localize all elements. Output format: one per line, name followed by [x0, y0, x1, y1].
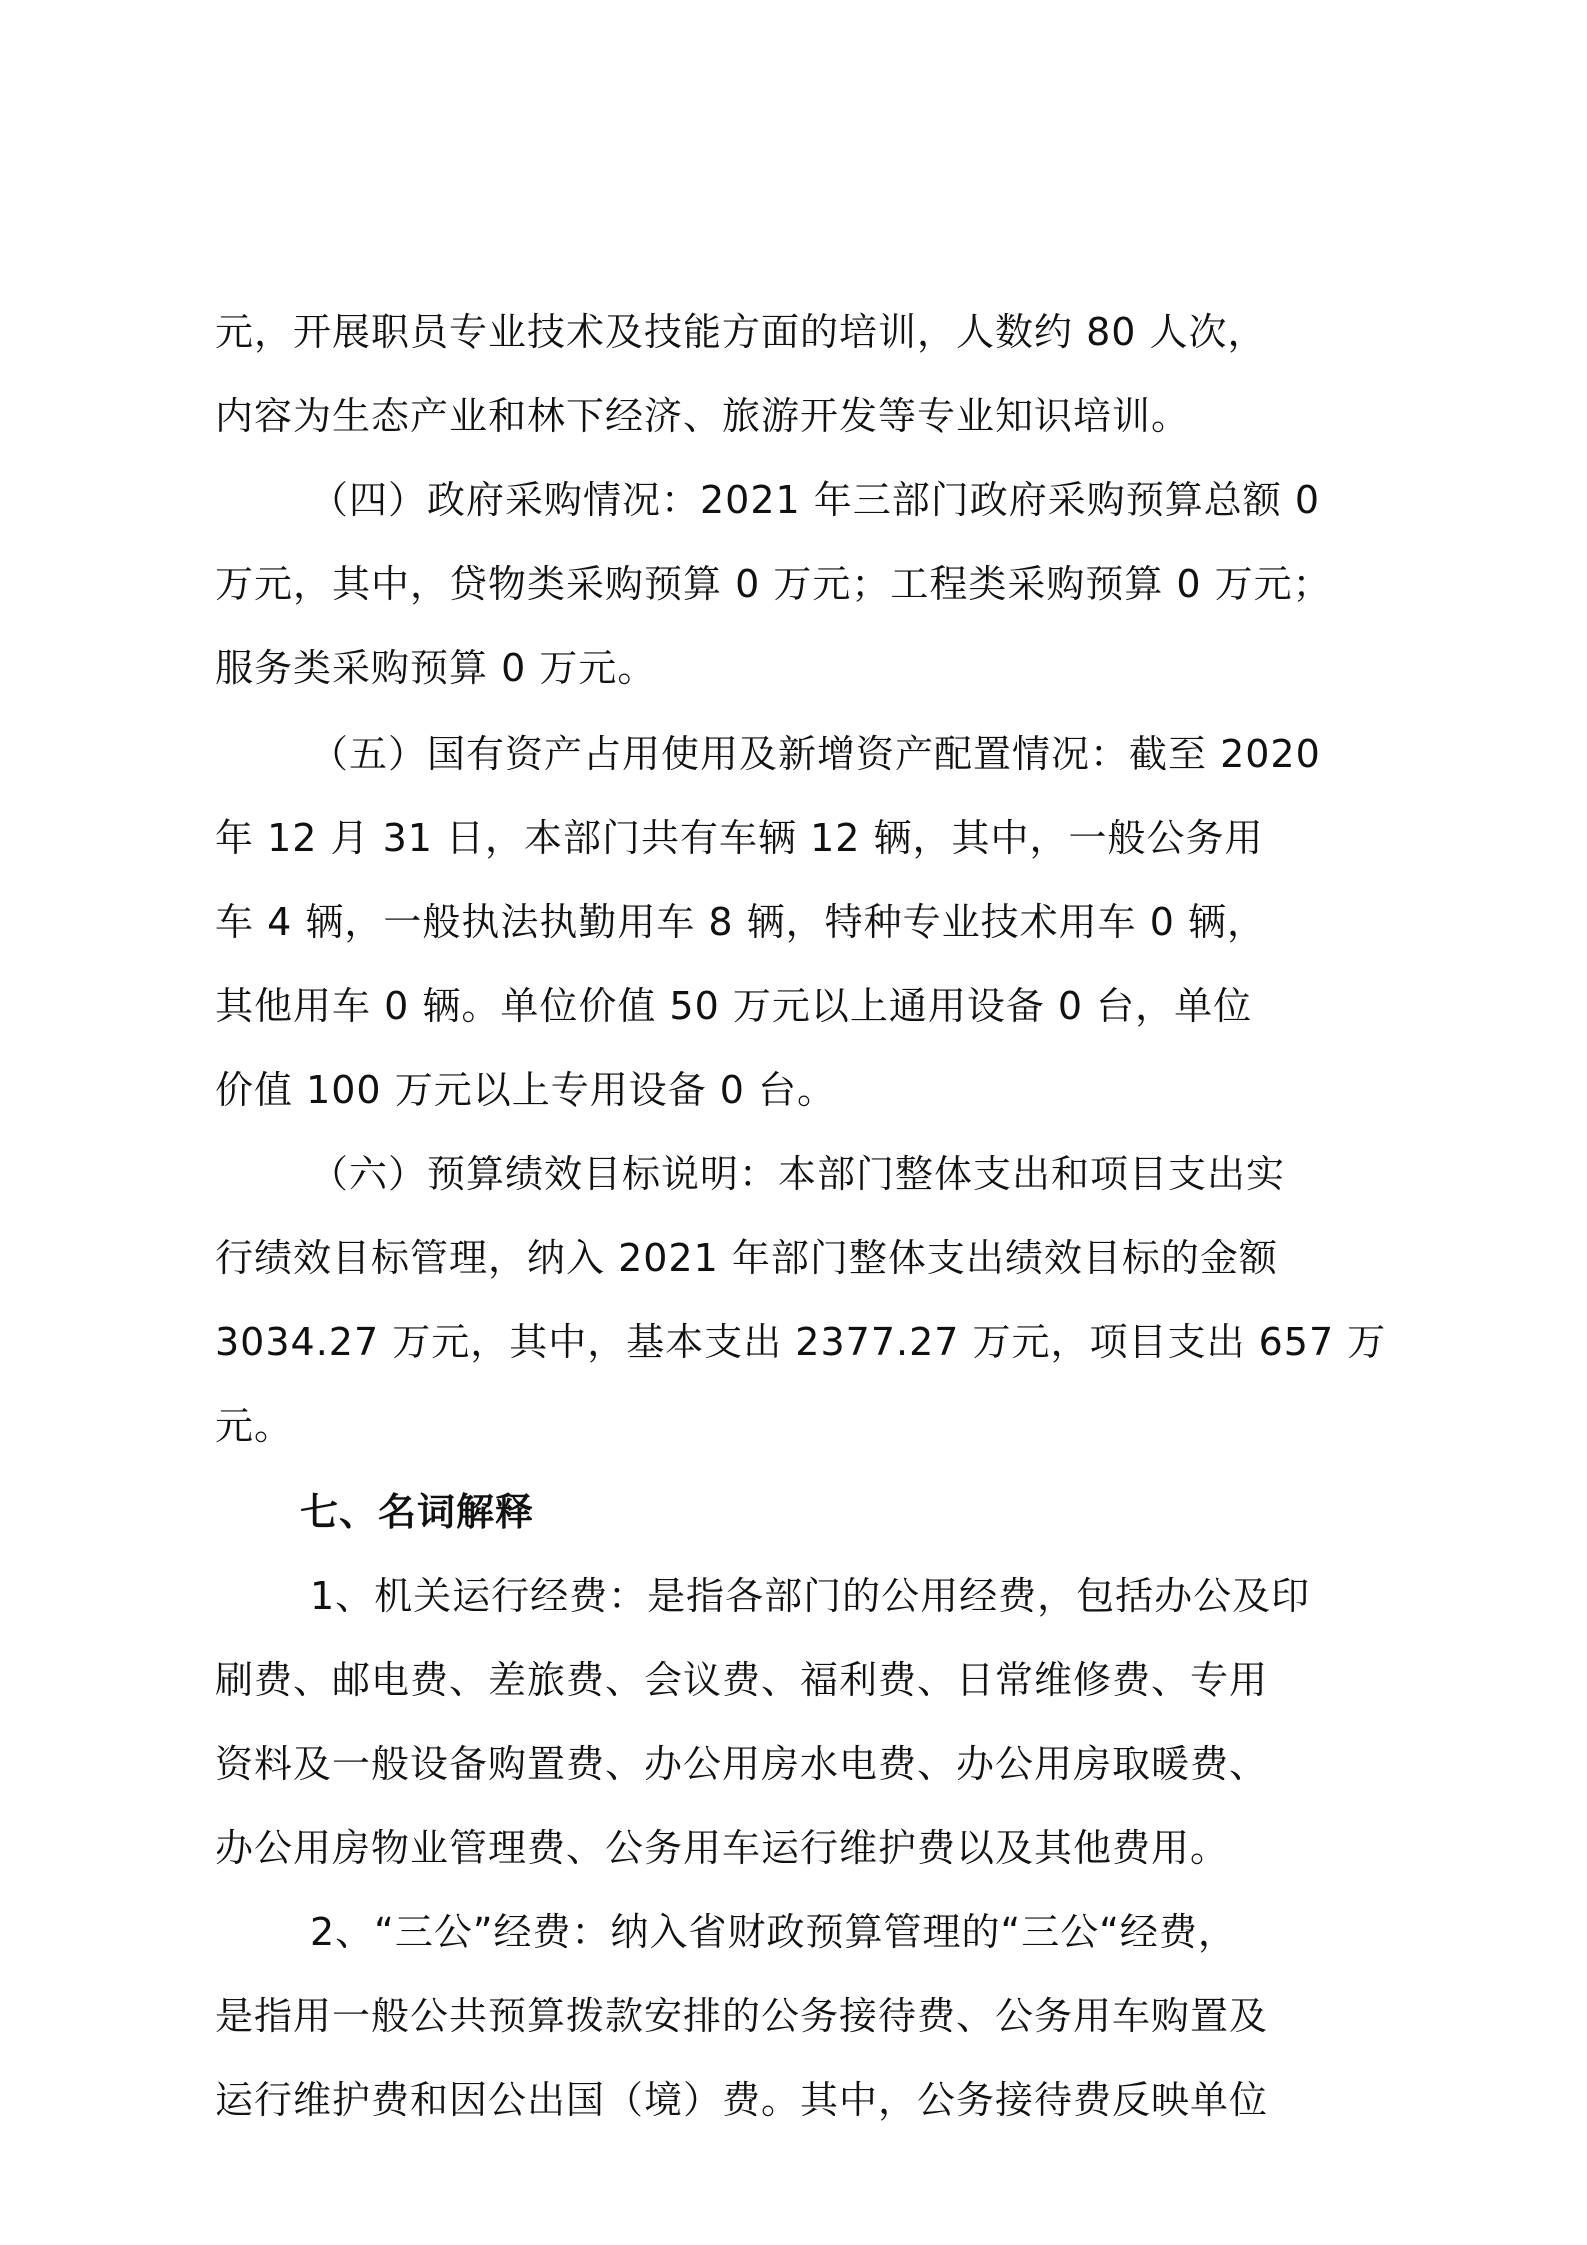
paragraph-line: 服务类采购预算 0 万元。: [215, 646, 657, 690]
paragraph-line: 年 12 月 31 日，本部门共有车辆 12 辆，其中，一般公务用: [215, 816, 1264, 860]
paragraph-line: （六）预算绩效目标说明：本部门整体支出和项目支出实: [310, 1152, 1286, 1196]
paragraph-line: 1、机关运行经费：是指各部门的公用经费，包括办公及印: [310, 1574, 1311, 1618]
paragraph-line: 车 4 辆，一般执法执勤用车 8 辆，特种专业技术用车 0 辆，: [215, 900, 1267, 944]
paragraph-line: 刷费、邮电费、差旅费、会议费、福利费、日常维修费、专用: [215, 1658, 1269, 1702]
paragraph-line: （四）政府采购情况：2021 年三部门政府采购预算总额 0: [310, 478, 1321, 522]
paragraph-line: （五）国有资产占用使用及新增资产配置情况：截至 2020: [310, 732, 1321, 776]
paragraph-line: 价值 100 万元以上专用设备 0 台。: [215, 1068, 837, 1112]
paragraph-line: 办公用房物业管理费、公务用车运行维护费以及其他费用。: [215, 1826, 1230, 1870]
paragraph-line: 元，开展职员专业技术及技能方面的培训，人数约 80 人次，: [215, 310, 1267, 354]
paragraph-line: 行绩效目标管理，纳入 2021 年部门整体支出绩效目标的金额: [215, 1236, 1278, 1280]
paragraph-line: 运行维护费和因公出国（境）费。其中，公务接待费反映单位: [215, 2078, 1269, 2122]
paragraph-line: 万元，其中，贷物类采购预算 0 万元；工程类采购预算 0 万元；: [215, 562, 1332, 606]
paragraph-line: 其他用车 0 辆。单位价值 50 万元以上通用设备 0 台，单位: [215, 984, 1253, 1028]
paragraph-line: 资料及一般设备购置费、办公用房水电费、办公用房取暖费、: [215, 1742, 1269, 1786]
paragraph-line: 元。: [215, 1404, 294, 1448]
paragraph-line: 是指用一般公共预算拨款安排的公务接待费、公务用车购置及: [215, 1994, 1269, 2038]
paragraph-line: 3034.27 万元，其中，基本支出 2377.27 万元，项目支出 657 万: [215, 1320, 1387, 1364]
paragraph-line: 2、“三公”经费：纳入省财政预算管理的“三公“经费，: [310, 1910, 1237, 1954]
section-heading: 七、名词解释: [300, 1490, 535, 1534]
paragraph-line: 内容为生态产业和林下经济、旅游开发等专业知识培训。: [215, 394, 1191, 438]
